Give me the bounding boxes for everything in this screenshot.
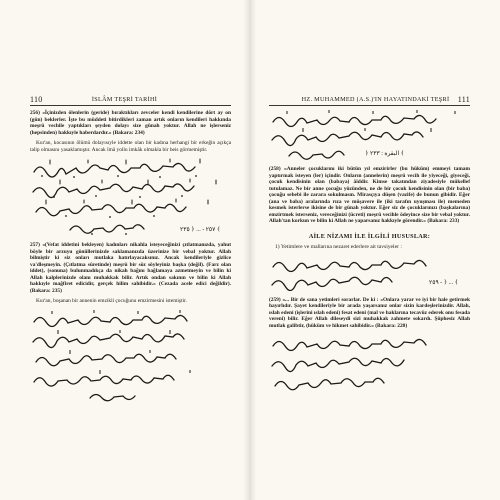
paragraph-commentary-2: Kur'an, boşanan bir annenin emzikli çocuğunu emzirmesini istemiştir.: [36, 298, 187, 304]
arabic-verse-block-top: [269, 110, 470, 160]
arabic-verse-block: [30, 158, 231, 236]
paragraph-258: (258) «Anneler çocuklarını iki bütün yıl emzirirler (bu hüküm) emmeyi tamam yaptırmak isteyen (ler) içindir. Onların (annelerin) meşrû vecih ile yiyeceği, giyeceği, çocuk kendisinin olan (babaya) âiddir. Kimse takatından ziyadesiyle mükellef tutulamaz. Ne bir anne çocuğu yüzünden, ne de bir çocuk kendisinin olan (bir baba) çocuğu sebebi ile zarara sokulmasın. Mirasçıya düşen (vazife) de bunun gibidir. Eğer (ana ve baba) aralarında rıza ve müşavere ile (iki tarafın uyuşması ile) memeden kesmek isterlerse ikisine de bir günah yoktur. Eğer siz de çocuklarınızı (başkalarına) emzirtmek isterseniz, vereceğinizi (ücreti) meşrû vecihle ödeyince size bir vebal yoktur. Allah'tan korkun ve bilin ki Allah ne yaparsanız hakkıyle görendir.» (Bakara: 233): [269, 166, 470, 224]
right-header: [251, 92, 500, 106]
page-edge-shadow: [251, 0, 257, 500]
page-number: 110: [30, 95, 43, 104]
section-heading: AİLE NİZAMI İLE İLGİLİ HUSUSLAR:: [308, 232, 431, 240]
arabic-calligraphy-image: [269, 334, 470, 394]
left-header: [0, 92, 249, 106]
arabic-verse-block-bottom: [269, 334, 470, 394]
arabic-verse-ref: ﴿ البقرة : ٢٣٣ ﴾: [365, 151, 405, 157]
arabic-calligraphy-image: [30, 158, 231, 236]
right-content: [269, 110, 470, 400]
running-head: İSLÂM TEŞRİ TARİHİ: [91, 96, 158, 103]
header-rule: [30, 105, 231, 106]
arabic-verse-ref: ٢٥٧ - ... ﴿ ٢٣٥ ﴾: [180, 227, 221, 233]
header-rule: [269, 105, 470, 106]
paragraph-259: (259) «... Bir de sana yetimleri sorarlar. De ki : «Onlara yarar ve iyi bir hale getirmek hayırlıdır. Şayet kendileriyle bir arada yaşarsanız onlar sizin kardeşlerinizdir. Allah, ıslah edeni (işlerini ıslah edeni) fesat edeni (mal ve haklarına tecavüz ederek onu fesada vereni) bilir. Eğer Allah dileseydi sizi muhakkak zahmete sokardı. Şüphesiz Allah mutlak galibtir, (hüküm ve hikmet sahibidir.» (Bakara: 220): [269, 296, 470, 329]
arabic-verse-ref: ٢٥٩ - ﴿ ... ﴾: [429, 279, 459, 286]
right-page: [251, 0, 500, 500]
arabic-calligraphy-image: [30, 310, 231, 402]
paragraph-commentary: Kur'an, kocasının ölümü dolayısıyle iddette olan bir kadına herhangi bir erkeğin açıkça talip olmasını yasaklamıştır. Ancak îmâ yollu imkâk olmakla bir beis görmemiştir.: [30, 140, 231, 153]
running-head: HZ. MUHAMMED (A.S.)'IN HAYATINDAKİ TEŞRİ: [301, 96, 450, 103]
arabic-verse-block-mid: [269, 255, 470, 291]
paragraph-257: 257) «(Vefat iddetini bekleyen) kadınları nikahla isteyeceğinizi çıtlatmanızda, yahut böyle bir arzuyu gönüllerinizde saklamanızda üzerinize bir vebal yoktur. Allah bilmiştir ki siz onları mutlaka hatırlayacaksınız. Ancak kendileriyle gizlice va'dleşmeyin. (Çıtlatma sûretinde) meşrû bir söz söyleyiniz başka (değil). (Farz olan iddet), (sonuna) bulunmadıkça da nikah bağını bağlamaya azmetmeyin ve bilin ki Allah kalplerinizde olanı muhakkak bilir. Artık ondan sakının ve bilin ki Allah hakkıyle mağfiret edicidir, gerçek hilim sahibidir.» (Cezada acele edici değildir). (Bakara: 235): [30, 242, 231, 294]
left-content: [30, 110, 231, 408]
arabic-verse-block-2: [30, 310, 231, 402]
list-item-1: 1) Yetimlere ve mallarına nezaret ederlere ait tavsiyeler :: [275, 243, 402, 250]
paragraph-256: 256) «İçinizden ölenlerin (geride) bıraktıkları zevceler kendi kendilerine dört ay on (gün) beklerler. İşte bu müddeti bitirdikleri zaman artık onların kendileri hakkında meşrû vechile yaptıkları şeyden dolayı size günah yoktur. Allah ne işlerseniz (hepsinden) hakkıyle haberdardır.» (Bakara: 234): [30, 110, 231, 136]
page-number: 111: [457, 95, 470, 104]
left-page: [0, 0, 249, 500]
